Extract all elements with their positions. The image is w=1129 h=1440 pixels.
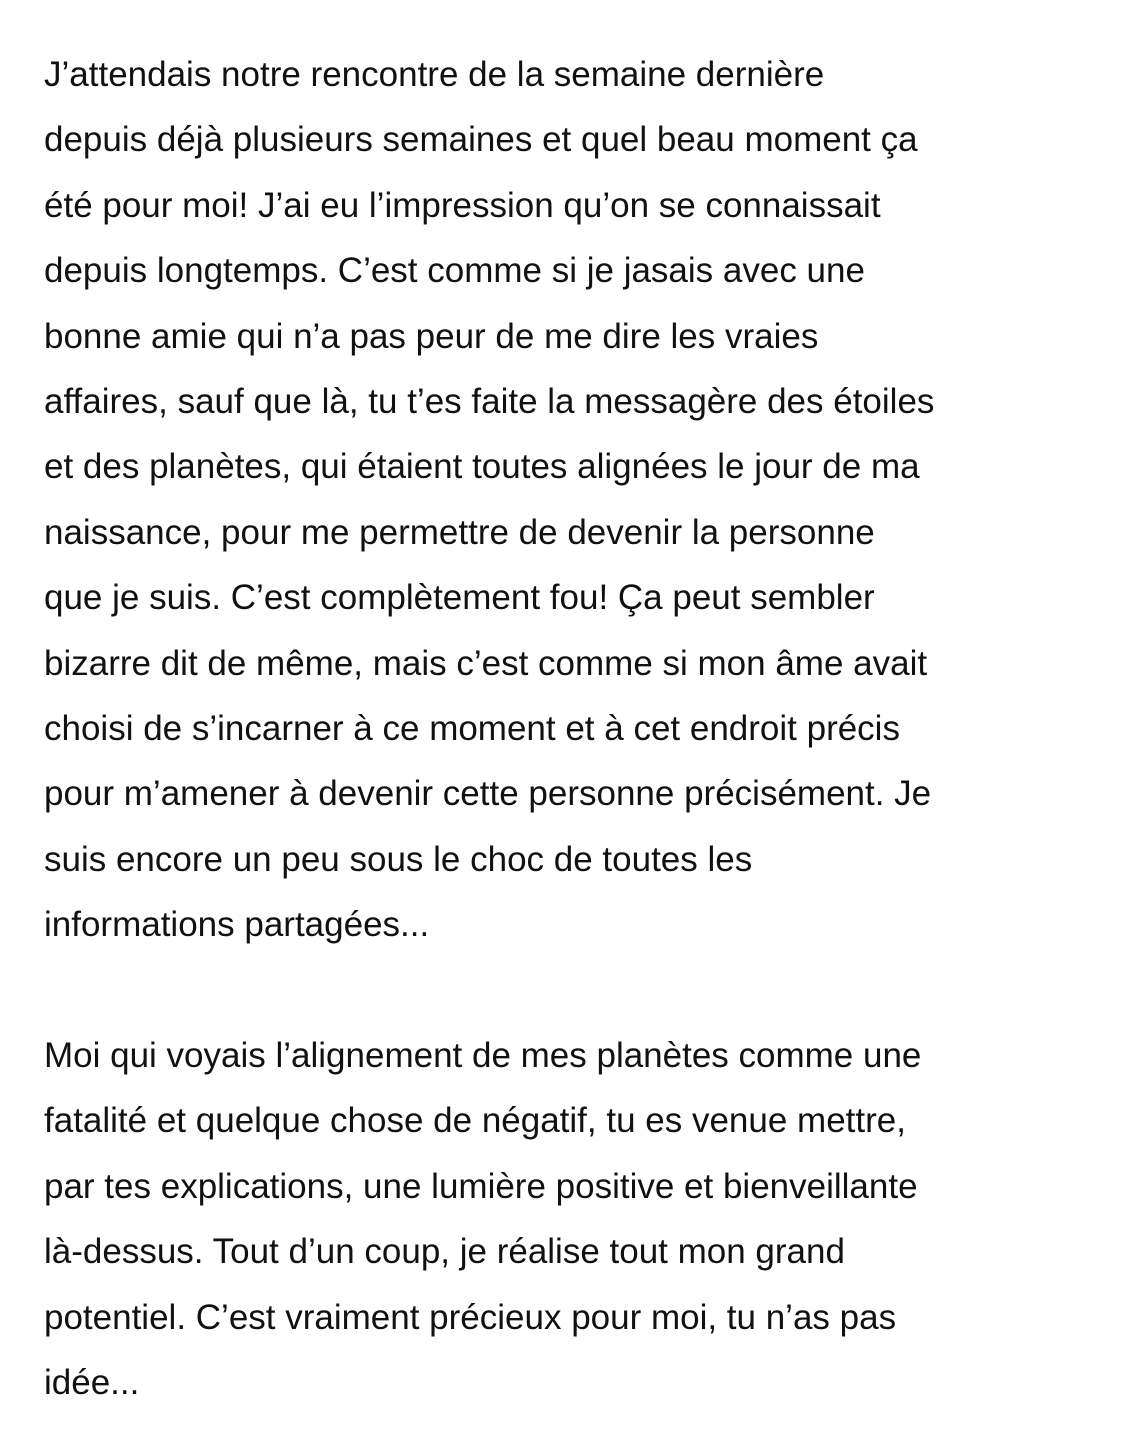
text-line: que je suis. C’est complètement fou! Ça peut sembler — [44, 578, 875, 618]
paragraph-2 — [44, 1023, 1124, 1415]
text-line: potentiel. C’est vraiment précieux pour moi, tu n’as pas — [44, 1297, 897, 1337]
text-line: bizarre dit de même, mais c’est comme si mon âme avait — [44, 643, 928, 683]
text-line: informations partagées... — [44, 905, 430, 945]
text-line: choisi de s’incarner à ce moment et à cet endroit précis — [44, 709, 900, 749]
text-line: depuis déjà plusieurs semaines et quel beau moment ça — [44, 120, 918, 160]
text-line: pour m’amener à devenir cette personne précisément. Je — [44, 774, 932, 814]
text-line: suis encore un peu sous le choc de toutes les — [44, 839, 753, 879]
text-line: là-dessus. Tout d’un coup, je réalise tout mon grand — [44, 1232, 845, 1272]
testimonial-text — [44, 42, 1124, 1416]
text-line: par tes explications, une lumière positive et bienveillante — [44, 1166, 918, 1206]
text-line: naissance, pour me permettre de devenir la personne — [44, 512, 875, 552]
text-line: idée... — [44, 1363, 140, 1403]
text-line: Moi qui voyais l’alignement de mes planètes comme une — [44, 1036, 922, 1076]
text-line: été pour moi! J’ai eu l’impression qu’on se connaissait — [44, 185, 881, 225]
text-line: affaires, sauf que là, tu t’es faite la messagère des étoiles — [44, 382, 935, 422]
text-line: depuis longtemps. C’est comme si je jasais avec une — [44, 251, 865, 291]
text-line: et des planètes, qui étaient toutes alignées le jour de ma — [44, 447, 920, 487]
text-line: bonne amie qui n’a pas peur de me dire les vraies — [44, 316, 819, 356]
text-line: fatalité et quelque chose de négatif, tu es venue mettre, — [44, 1101, 906, 1141]
text-line: J’attendais notre rencontre de la semaine dernière — [44, 55, 825, 94]
paragraph-1 — [44, 42, 1124, 958]
